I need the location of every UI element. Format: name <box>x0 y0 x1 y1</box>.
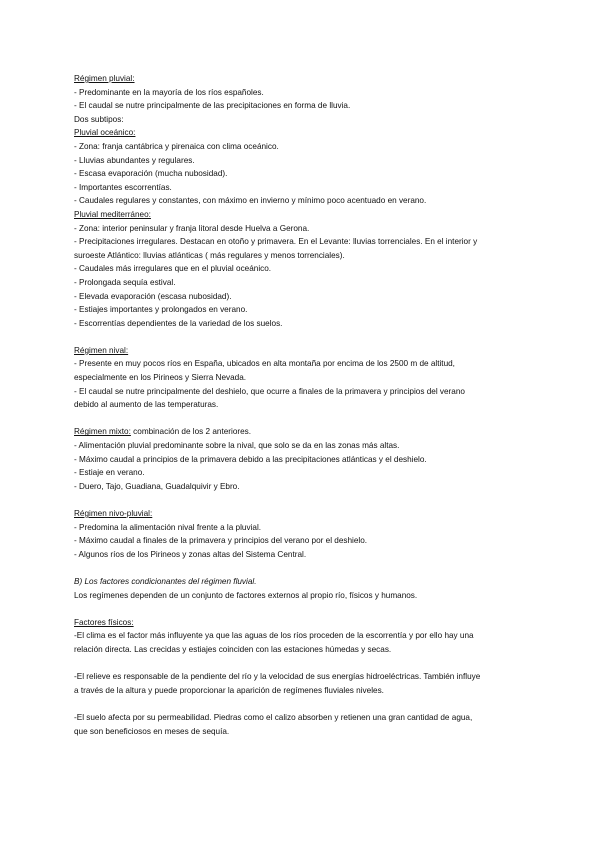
section-heading <box>74 72 534 86</box>
text-line: especialmente en los Pirineos y Sierra Nevada. <box>74 373 247 383</box>
heading-text: Pluvial mediterráneo: <box>74 209 151 219</box>
heading-text: Factores físicos: <box>74 617 134 627</box>
section-heading <box>74 126 534 140</box>
text-line: - Algunos ríos de los Pirineos y zonas altas del Sistema Central. <box>74 549 307 559</box>
text-line: Dos subtipos: <box>74 114 124 124</box>
text-line: - Predominante en la mayoría de los ríos españoles. <box>74 87 264 97</box>
text-line: relación directa. Las crecidas y estiajes coinciden con las estaciones húmedas y secas. <box>74 644 392 654</box>
heading-text: Régimen mixto: <box>74 427 131 437</box>
section-heading <box>74 344 534 358</box>
paragraph-gap <box>74 602 534 616</box>
text-line: - Lluvias abundantes y regulares. <box>74 155 195 165</box>
heading-text: Régimen pluvial: <box>74 74 135 83</box>
section-factores <box>74 575 534 602</box>
text-line: suroeste Atlántico: lluvias atlánticas ( más regulares y menos torrenciales). <box>74 250 345 260</box>
section-nivo-pluvial <box>74 507 534 561</box>
section-heading <box>74 425 534 439</box>
paragraph-gap <box>74 412 534 426</box>
text-line: - Alimentación pluvial predominante sobre la nival, que solo se da en las zonas más altas. <box>74 441 400 451</box>
text-line: - Zona: interior peninsular y franja litoral desde Huelva a Gerona. <box>74 223 310 233</box>
heading-text: Régimen nival: <box>74 345 129 355</box>
text-line: - El caudal se nutre principalmente de las precipitaciones en forma de lluvia. <box>74 101 351 111</box>
document-content <box>74 72 534 738</box>
section-nival <box>74 344 534 412</box>
section-heading <box>74 616 534 630</box>
text-line: - Estiajes importantes y prolongados en verano. <box>74 305 248 315</box>
text-line: - El caudal se nutre principalmente del deshielo, que ocurre a finales de la primavera y principios del verano <box>74 386 465 396</box>
paragraph-gap <box>74 657 534 671</box>
section-heading <box>74 507 534 521</box>
paragraph-gap <box>74 493 534 507</box>
section-relieve <box>74 670 534 697</box>
text-line: - Caudales regulares y constantes, con máximo en invierno y mínimo poco acentuado en verano. <box>74 196 427 206</box>
text-line: - Importantes escorrentías. <box>74 182 172 192</box>
section-pluvial <box>74 72 534 330</box>
text-line: - Duero, Tajo, Guadiana, Guadalquivir y Ebro. <box>74 481 240 491</box>
section-fisicos <box>74 616 534 657</box>
text-line: - Escorrentías dependientes de la variedad de los suelos. <box>74 318 283 328</box>
text-line: -El clima es el factor más influyente ya que las aguas de los ríos proceden de la escorrentía y por ello hay una <box>74 631 474 641</box>
heading-text: Pluvial oceánico: <box>74 128 136 138</box>
heading-suffix: combinación de los 2 anteriores. <box>130 427 252 437</box>
text-line: - Elevada evaporación (escasa nubosidad). <box>74 291 232 301</box>
section-suelo <box>74 711 534 738</box>
section-subtitle: B) Los factores condicionantes del régimen fluvial. <box>74 576 257 586</box>
text-line: - Zona: franja cantábrica y pirenaica con clima oceánico. <box>74 141 279 151</box>
heading-text: Régimen nivo-pluvial: <box>74 509 153 518</box>
section-mixto <box>74 425 534 493</box>
text-line: debido al aumento de las temperaturas. <box>74 400 219 410</box>
text-line: Los regímenes dependen de un conjunto de factores externos al propio río, físicos y humanos. <box>74 590 418 600</box>
text-line: -El relieve es responsable de la pendiente del río y la velocidad de sus energías hidroeléctricas. También influye <box>74 672 481 682</box>
paragraph-gap <box>74 330 534 344</box>
text-line: - Prolongada sequía estival. <box>74 277 176 287</box>
text-line: - Escasa evaporación (mucha nubosidad). <box>74 169 228 179</box>
paragraph-gap <box>74 561 534 575</box>
text-line: - Estiaje en verano. <box>74 468 145 478</box>
text-line: a través de la altura y puede proporcionar la aparición de regímenes fluviales niveles. <box>74 685 384 695</box>
text-line: - Máximo caudal a finales de la primavera y principios del verano por el deshielo. <box>74 536 368 546</box>
section-heading <box>74 208 534 222</box>
text-line: - Máximo caudal a principios de la primavera debido a las precipitaciones atlánticas y el deshielo. <box>74 454 427 464</box>
text-line: - Caudales más irregulares que en el pluvial oceánico. <box>74 264 272 274</box>
text-line: -El suelo afecta por su permeabilidad. Piedras como el calizo absorben y retienen una gran cantidad de agua, <box>74 712 473 722</box>
text-line: - Presente en muy pocos ríos en España, ubicados en alta montaña por encima de los 2500 m de altitud, <box>74 359 455 369</box>
text-line: - Predomina la alimentación nival frente a la pluvial. <box>74 522 262 532</box>
text-line: - Precipitaciones irregulares. Destacan en otoño y primavera. En el Levante: lluvias torrenciales. En el interior y <box>74 237 478 247</box>
paragraph-gap <box>74 697 534 711</box>
text-line: que son beneficiosos en meses de sequía. <box>74 726 230 736</box>
